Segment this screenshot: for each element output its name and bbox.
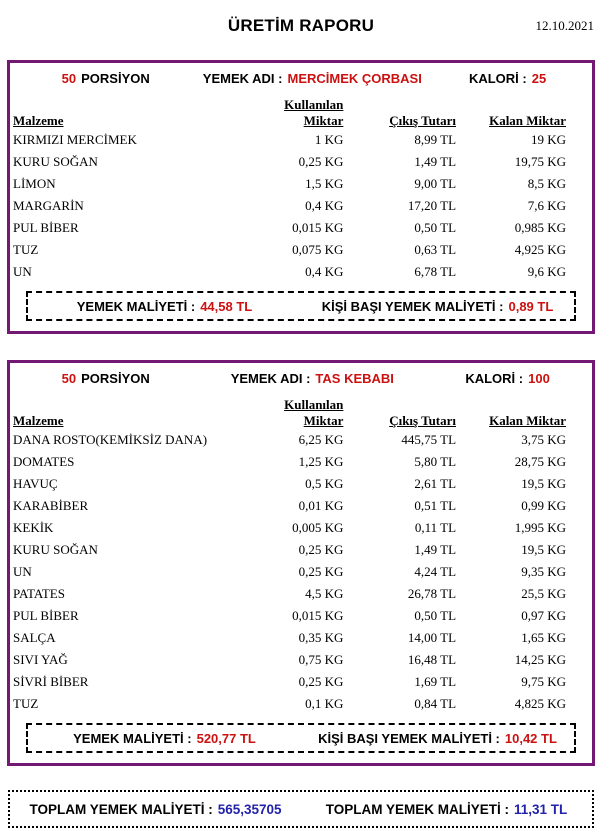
- remaining-amount: 19,75 KG: [514, 154, 566, 169]
- column-header-malzeme: Malzeme: [13, 413, 64, 428]
- meal-cost-label: YEMEK MALİYETİ :: [73, 730, 192, 746]
- table-row: [10, 151, 592, 173]
- remaining-amount: 3,75 KG: [521, 432, 566, 447]
- per-person-cost-label: KİŞİ BAŞI YEMEK MALİYETİ :: [318, 730, 500, 746]
- cost-amount: 17,20 TL: [407, 198, 457, 213]
- portion-label: PORSİYON: [81, 70, 150, 86]
- table-row: [10, 495, 592, 517]
- table-row: [10, 627, 592, 649]
- ingredient-name: KURU SOĞAN: [13, 542, 98, 557]
- cost-amount: 16,48 TL: [407, 652, 457, 667]
- table-row: [10, 473, 592, 495]
- column-header-malzeme: Malzeme: [13, 113, 64, 128]
- meal-cost-box: [26, 291, 576, 321]
- per-person-cost: [301, 299, 574, 314]
- ingredient-name: HAVUÇ: [13, 476, 58, 491]
- ingredient-name: TUZ: [13, 696, 39, 711]
- calorie-label: KALORİ :: [465, 370, 524, 386]
- used-amount: 0,015 KG: [292, 608, 344, 623]
- used-amount: 1,25 KG: [298, 454, 344, 469]
- ingredient-name: PUL BİBER: [13, 608, 79, 623]
- ingredients-table: [10, 397, 592, 715]
- remaining-amount: 19,5 KG: [521, 542, 566, 557]
- cost-amount: 2,61 TL: [414, 476, 457, 491]
- remaining-amount: 0,99 KG: [521, 498, 566, 513]
- cost-amount: 5,80 TL: [414, 454, 457, 469]
- used-amount: 0,75 KG: [298, 652, 344, 667]
- cost-amount: 1,49 TL: [414, 542, 457, 557]
- dish-name-info: [193, 71, 431, 86]
- ingredient-name: KEKİK: [13, 520, 54, 535]
- recipe-header: [10, 63, 592, 87]
- remaining-amount: 25,5 KG: [521, 586, 566, 601]
- used-amount: 0,4 KG: [305, 264, 344, 279]
- total-meal-cost-label: TOPLAM YEMEK MALİYETİ :: [29, 801, 213, 817]
- remaining-amount: 14,25 KG: [514, 652, 566, 667]
- per-person-cost: [301, 731, 574, 746]
- remaining-amount: 4,825 KG: [514, 696, 566, 711]
- ingredient-name: DOMATES: [13, 454, 75, 469]
- ingredient-name: UN: [13, 564, 32, 579]
- portion-info: [18, 371, 193, 386]
- totals-box: [8, 790, 594, 828]
- meal-cost: [28, 731, 301, 746]
- dish-name-info: [193, 371, 431, 386]
- remaining-amount: 9,35 KG: [521, 564, 566, 579]
- table-row: [10, 217, 592, 239]
- calorie-value: 25: [531, 70, 547, 86]
- column-header-kullanilan-miktar: Kullanılan Miktar: [284, 397, 344, 428]
- used-amount: 0,35 KG: [298, 630, 344, 645]
- meal-cost: [28, 299, 301, 314]
- meal-cost-value: 44,58 TL: [200, 298, 253, 314]
- cost-amount: 9,00 TL: [414, 176, 457, 191]
- table-row: [10, 239, 592, 261]
- table-row: [10, 583, 592, 605]
- recipe-section-2: [7, 360, 595, 766]
- cost-amount: 445,75 TL: [401, 432, 457, 447]
- table-header-row: [10, 397, 592, 429]
- remaining-amount: 0,97 KG: [521, 608, 566, 623]
- ingredient-name: KURU SOĞAN: [13, 154, 98, 169]
- column-header-kullanilan-miktar: Kullanılan Miktar: [284, 97, 344, 128]
- ingredient-name: UN: [13, 264, 32, 279]
- meal-cost-box: [26, 723, 576, 753]
- cost-amount: 4,24 TL: [414, 564, 457, 579]
- table-row: [10, 429, 592, 451]
- portion-info: [18, 71, 193, 86]
- cost-amount: 0,51 TL: [414, 498, 457, 513]
- table-row: [10, 539, 592, 561]
- used-amount: 1 KG: [314, 132, 344, 147]
- used-amount: 4,5 KG: [305, 586, 344, 601]
- per-person-cost-label: KİŞİ BAŞI YEMEK MALİYETİ :: [321, 298, 504, 314]
- ingredient-name: SIVI YAĞ: [13, 652, 68, 667]
- table-row: [10, 129, 592, 151]
- portion-count: 50: [61, 370, 77, 386]
- used-amount: 0,4 KG: [305, 198, 344, 213]
- remaining-amount: 0,985 KG: [514, 220, 566, 235]
- remaining-amount: 1,995 KG: [514, 520, 566, 535]
- total-per-person-cost-value: 11,31 TL: [513, 801, 568, 817]
- dish-name-value: TAS KEBABI: [315, 370, 394, 386]
- used-amount: 0,075 KG: [292, 242, 344, 257]
- remaining-amount: 9,6 KG: [527, 264, 566, 279]
- total-per-person-cost-label: TOPLAM YEMEK MALİYETİ :: [325, 801, 509, 817]
- used-amount: 0,01 KG: [298, 498, 344, 513]
- used-amount: 0,25 KG: [298, 154, 344, 169]
- per-person-cost-value: 0,89 TL: [508, 298, 554, 314]
- cost-amount: 26,78 TL: [407, 586, 457, 601]
- column-header-cikis-tutari: Çıkış Tutarı: [389, 413, 457, 428]
- used-amount: 0,1 KG: [305, 696, 344, 711]
- ingredient-name: KIRMIZI MERCİMEK: [13, 132, 137, 147]
- cost-amount: 1,49 TL: [414, 154, 457, 169]
- table-row: [10, 173, 592, 195]
- per-person-cost-value: 10,42 TL: [504, 730, 557, 746]
- remaining-amount: 7,6 KG: [527, 198, 566, 213]
- calorie-label: KALORİ :: [468, 70, 527, 86]
- table-row: [10, 517, 592, 539]
- table-row: [10, 261, 592, 283]
- used-amount: 0,25 KG: [298, 564, 344, 579]
- recipe-header: [10, 363, 592, 387]
- table-row: [10, 195, 592, 217]
- calorie-info: [431, 71, 584, 86]
- ingredient-name: KARABİBER: [13, 498, 89, 513]
- cost-amount: 1,69 TL: [414, 674, 457, 689]
- used-amount: 1,5 KG: [305, 176, 344, 191]
- dish-name-label: YEMEK ADI :: [202, 70, 283, 86]
- page-title: ÜRETİM RAPORU: [227, 16, 375, 35]
- cost-amount: 6,78 TL: [414, 264, 457, 279]
- used-amount: 0,25 KG: [298, 674, 344, 689]
- table-row: [10, 671, 592, 693]
- remaining-amount: 8,5 KG: [527, 176, 566, 191]
- cost-amount: 8,99 TL: [414, 132, 457, 147]
- recipe-section-1: [7, 60, 595, 334]
- remaining-amount: 19,5 KG: [521, 476, 566, 491]
- table-row: [10, 605, 592, 627]
- total-per-person-cost: [301, 802, 592, 817]
- cost-amount: 0,84 TL: [414, 696, 457, 711]
- table-row: [10, 649, 592, 671]
- ingredient-name: TUZ: [13, 242, 39, 257]
- table-header-row: [10, 97, 592, 129]
- ingredient-name: SALÇA: [13, 630, 56, 645]
- portion-count: 50: [61, 70, 77, 86]
- table-row: [10, 693, 592, 715]
- ingredient-name: PUL BİBER: [13, 220, 79, 235]
- total-meal-cost-value: 565,35705: [217, 801, 282, 817]
- ingredients-table: [10, 97, 592, 283]
- used-amount: 0,015 KG: [292, 220, 344, 235]
- column-header-kalan-miktar: Kalan Miktar: [489, 413, 566, 428]
- ingredient-name: LİMON: [13, 176, 56, 191]
- remaining-amount: 28,75 KG: [514, 454, 566, 469]
- used-amount: 0,005 KG: [292, 520, 344, 535]
- calorie-value: 100: [528, 370, 550, 386]
- cost-amount: 0,63 TL: [414, 242, 457, 257]
- remaining-amount: 4,925 KG: [514, 242, 566, 257]
- dish-name-label: YEMEK ADI :: [230, 370, 311, 386]
- ingredient-name: DANA ROSTO(KEMİKSİZ DANA): [13, 432, 208, 447]
- meal-cost-value: 520,77 TL: [196, 730, 256, 746]
- remaining-amount: 1,65 KG: [521, 630, 566, 645]
- ingredient-name: MARGARİN: [13, 198, 84, 213]
- table-row: [10, 451, 592, 473]
- cost-amount: 14,00 TL: [407, 630, 457, 645]
- table-row: [10, 561, 592, 583]
- cost-amount: 0,50 TL: [414, 220, 457, 235]
- report-date: 12.10.2021: [535, 18, 594, 33]
- used-amount: 0,5 KG: [305, 476, 344, 491]
- column-header-cikis-tutari: Çıkış Tutarı: [389, 113, 457, 128]
- column-header-kalan-miktar: Kalan Miktar: [489, 113, 566, 128]
- cost-amount: 0,50 TL: [414, 608, 457, 623]
- dish-name-value: MERCİMEK ÇORBASI: [287, 70, 422, 86]
- ingredient-name: SİVRİ BİBER: [13, 674, 89, 689]
- remaining-amount: 9,75 KG: [521, 674, 566, 689]
- used-amount: 6,25 KG: [298, 432, 344, 447]
- used-amount: 0,25 KG: [298, 542, 344, 557]
- calorie-info: [431, 371, 584, 386]
- remaining-amount: 19 KG: [530, 132, 566, 147]
- portion-label: PORSİYON: [81, 370, 150, 386]
- total-meal-cost: [10, 802, 301, 817]
- cost-amount: 0,11 TL: [414, 520, 457, 535]
- ingredient-name: PATATES: [13, 586, 65, 601]
- meal-cost-label: YEMEK MALİYETİ :: [76, 298, 196, 314]
